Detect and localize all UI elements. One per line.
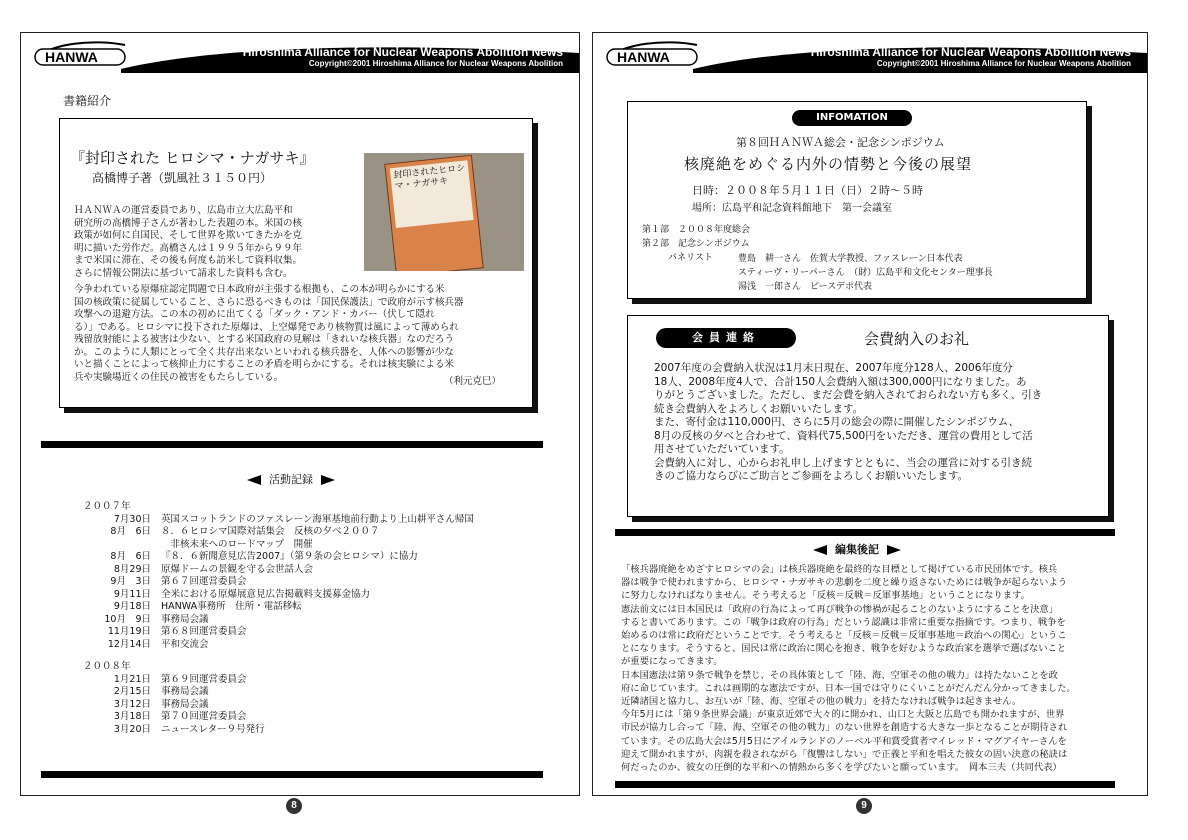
arrow-right-icon <box>321 475 335 485</box>
member-line: 8月の反核の夕べと合わせて、資料代75,500円をいただき、運営の費用として活 <box>654 429 1033 442</box>
info-badge: INFOMATION <box>792 110 912 126</box>
review-line: 攻撃への退避方法。この本の初めに出てくる「ダック・アンド・カバー（伏して隠れ <box>74 309 435 320</box>
editor-line: 今年5月には「第９条世界会議」が東京近郊で大々的に開かれ、山口と大阪と広島でも開かれますが、世界 <box>621 709 1065 721</box>
member-line: 18人、2008年度4人で、合計150人会費納入額は300,000円になりました。あ <box>654 375 1027 388</box>
divider-bar <box>41 441 543 448</box>
log-row <box>55 576 247 588</box>
panelist-name: 豊島 耕一さん 佐賀大学教授、ファスレーン日本代表 <box>738 254 963 264</box>
logo-text: HANWA <box>617 49 670 65</box>
section-label: 書籍紹介 <box>63 94 112 108</box>
editor-line: 「核兵器廃絶をめざすヒロシマの会」は核兵器廃絶を最終的な目標として掲げている市民団体です。核兵 <box>621 564 1058 575</box>
member-title: 会費納入のお礼 <box>864 330 970 348</box>
program-part2: 第２部 記念シンポジウム <box>642 239 750 249</box>
review-line: ＨＡＮＷＡの運営委員であり、広島市立大広島平和 <box>74 205 293 216</box>
editor-line: とになります。そうすると、国民は常に政治に関心を抱き、戦争を好むような政治家を選挙で選ばないこと <box>621 643 1067 655</box>
review-line: 兵や実験場近くの住民の被害をもたらしている。 <box>74 371 284 383</box>
editor-line: 市民が協力し合って「陸、海、空軍その他の戦力」のない世界を創造する大きな一歩となることが期待され <box>621 722 1068 734</box>
log-event: 事務局会議 <box>161 698 209 710</box>
log-event: 第６８回運営委員会 <box>161 626 247 637</box>
log-date: 1月21日 <box>113 673 151 685</box>
arrow-left-icon <box>813 545 827 555</box>
log-date: 3月18日 <box>113 711 151 722</box>
editor-line: 日本国憲法は第９条で戦争を禁じ、その具体策として「陸、海、空軍その他の戦力」は持たないことを政 <box>621 669 1058 681</box>
newsletter-title: Hiroshima Alliance for Nuclear Weapons Abolition News <box>810 45 1131 59</box>
editor-line: 始めるのは常に政府だということです。そう考えると「反核＝反戦＝反軍事基地＝政治への関心」というこ <box>621 630 1067 641</box>
log-row <box>55 626 247 638</box>
review-line: 明に描いた労作だ。高橋さんは１９９５年から９９年 <box>74 242 303 254</box>
log-date: 8月 6日 <box>110 526 151 537</box>
member-badge: 会員連絡 <box>656 328 796 348</box>
arrow-right-icon <box>887 545 901 555</box>
divider-bar <box>615 529 1115 536</box>
editor-line: 近隣諸国と協力し、お互いが「陸、海、空軍その他の戦力」を持たなければ戦争は起きません。 <box>621 696 1022 707</box>
log-row <box>55 674 247 686</box>
log-event: 平和交流会 <box>161 638 209 650</box>
log-date: 11月19日 <box>107 626 151 637</box>
review-line: いと描くことによって核抑止力にすることの矛盾を明らかにする。それは核実験による米 <box>74 359 455 370</box>
review-line: る）」である。ヒロシマに投下された原爆は、上空爆発であり核物質は風によって薄められ <box>74 321 459 333</box>
activity-heading <box>247 473 335 486</box>
member-line: 会費納入に対し、心からお礼申し上げますとともに、当会の運営に対する引き続 <box>654 456 1032 469</box>
review-line: 残留放射能による被害は少ない、とする米国政府の見解は「きれいな核兵器」なのだろう <box>74 334 455 345</box>
log-date: 3月20日 <box>113 723 151 735</box>
log-row <box>55 724 265 736</box>
panelist-name: スティーヴ・リーパーさん （財）広島平和文化センター理事長 <box>738 268 993 278</box>
log-year: ２００７年 <box>83 501 131 512</box>
logo-text: HANWA <box>45 49 98 65</box>
log-event: 第６９回運営委員会 <box>161 673 247 685</box>
editor-heading-text: 編集後記 <box>835 543 879 556</box>
log-row <box>55 711 247 723</box>
log-event: 全米における原爆展意見広告掲載料支援募金協力 <box>161 588 371 600</box>
log-row <box>55 514 474 526</box>
event-place: 場所：広島平和記念資料館地下 第一会議室 <box>692 203 892 214</box>
divider-bar-bottom <box>41 771 543 778</box>
editor-line: に努力しなければなりません。そう考えると「反核＝反戦＝反軍事基地」ということになります。 <box>621 590 1030 602</box>
log-row <box>55 539 313 551</box>
event-datetime: 日時：２００８年５月１１日（日）２時～５時 <box>692 184 923 197</box>
book-title: 『封印された ヒロシマ・ナガサキ』 <box>70 149 315 167</box>
arrow-left-icon <box>247 475 261 485</box>
newsletter-header <box>21 33 579 75</box>
info-box <box>627 101 1087 299</box>
review-line: 研究所の高橋博子さんが著わした表題の本。米国の核 <box>74 217 303 229</box>
review-line: か。このように人類にとって全く共存出来ないといわれる核兵器を、人体への影響が少な <box>74 346 454 358</box>
log-date: 7月30日 <box>113 513 151 525</box>
log-event: 事務局会議 <box>161 613 209 625</box>
page-8 <box>20 32 580 796</box>
member-line: りがとうございました。ただし、まだ会費を納入されておられない方も多く、引き <box>654 389 1043 401</box>
review-line: まで米国に滞在、その後も何度も訪米して資料収集。 <box>74 255 303 266</box>
editor-line: 何だったのか、彼女の圧倒的な平和への情熱から多くを学びたいと願っています。 岡本三夫（共同代表） <box>621 762 1062 773</box>
log-row <box>55 639 209 651</box>
log-row <box>55 551 418 563</box>
log-row <box>55 589 370 601</box>
event-title: 核廃絶をめぐる内外の情勢と今後の展望 <box>684 155 973 173</box>
member-line: 用させていただいています。 <box>654 443 790 455</box>
log-row <box>55 686 209 698</box>
editor-line: 府に命じています。これは画期的な憲法ですが、日本一国では守りにくいことがだんだん分かってきました。 <box>621 682 1076 694</box>
log-row <box>55 699 209 711</box>
panelist-name: 湯浅 一郎さん ピースデポ代表 <box>738 282 873 292</box>
log-event: 英国スコットランドのファスレーン海軍基地前行動より上山耕平さん帰国 <box>161 513 474 525</box>
member-line: 続き会費納入をよろしくお願いいたします。 <box>654 402 864 415</box>
member-notice-box <box>627 315 1109 517</box>
page-number-left: 8 <box>286 798 302 814</box>
page-9 <box>592 32 1148 796</box>
copyright-line: Copyright©2001 Hiroshima Alliance for Nuclear Weapons Abolition <box>308 59 563 68</box>
book-review-box <box>59 118 533 408</box>
panelist-label: パネリスト <box>668 253 713 263</box>
cover-text: 封印されたヒロシマ・ナガサキ <box>390 160 474 228</box>
review-line: 今争われている原爆症認定問題で日本政府が主張する根拠も、この本が明らかにする米 <box>74 284 445 295</box>
review-signature: （利元克巳） <box>444 376 502 387</box>
editor-line: 器は戦争で使われますから、ヒロシマ・ナガサキの悲劇を二度と繰り返さないためには戦争が起らないよう <box>621 577 1068 589</box>
log-row <box>55 526 380 538</box>
log-date: 9月11日 <box>113 588 151 600</box>
activity-heading-text: 活動記録 <box>269 473 313 486</box>
log-date: 9月18日 <box>113 601 151 612</box>
log-year: ２００８年 <box>83 661 131 672</box>
newsletter-title: Hiroshima Alliance for Nuclear Weapons Abolition News <box>242 45 563 59</box>
log-event: 原爆ドームの景観を守る会世話人会 <box>161 563 314 575</box>
log-event: 第６７回運営委員会 <box>161 576 247 587</box>
newsletter-header <box>593 33 1147 75</box>
log-event: 第７０回運営委員会 <box>161 711 247 722</box>
log-date: 12月14日 <box>107 638 151 650</box>
member-line: 2007年度の会費納入状況は1月末日現在、2007年度分128人、2006年度分 <box>654 362 1013 374</box>
divider-bar-bottom <box>615 781 1115 788</box>
log-event: 『８．６新聞意見広告2007』（第９条の会ヒロシマ）に協力 <box>161 551 418 562</box>
log-date: 8月 6日 <box>110 551 151 562</box>
member-line: また、寄付金は110,000円、さらに5月の総会の際に開催したシンポジウム、 <box>654 416 1020 428</box>
book-cover <box>384 155 483 271</box>
page-number-right: 9 <box>856 798 872 814</box>
log-row <box>55 614 209 626</box>
log-date: 8月29日 <box>113 563 151 575</box>
log-event: ニュースレター９号発行 <box>161 723 265 735</box>
program-part1: 第１部 ２００８年度総会 <box>642 225 751 235</box>
book-cover-photo <box>364 153 524 271</box>
log-row <box>55 601 302 613</box>
event-subtitle: 第８回ＨＡＮＷＡ総会・記念シンポジウム <box>736 136 945 149</box>
log-date: 9月 3日 <box>110 576 151 587</box>
editor-line: 迎えて開かれますが、肉親を殺されながら「復讐はしない」で正義と平和を唱えた彼女の固い決意の秘訣は <box>621 748 1068 760</box>
member-line: きのご協力ならびにご助言とご参画をよろしくお願いいたします。 <box>654 470 969 482</box>
hanwa-logo <box>33 39 129 69</box>
editor-heading <box>813 543 901 556</box>
log-event: ８．６ヒロシマ国際対話集会 反核の夕べ２００７ <box>161 526 380 537</box>
copyright-line: Copyright©2001 Hiroshima Alliance for Nuclear Weapons Abolition <box>876 59 1131 68</box>
review-line: 政策が如何に自国民、そして世界を欺いてきたかを克 <box>74 230 303 241</box>
log-date: 3月12日 <box>113 698 151 710</box>
log-event: HANWA事務所 住所・電話移転 <box>161 601 302 612</box>
log-event: 非核未来へのロードマップ 開催 <box>161 538 313 550</box>
log-event: 事務局会議 <box>161 686 209 697</box>
editor-line: が重要になってきます。 <box>621 656 723 668</box>
log-date: 2月15日 <box>113 686 151 697</box>
book-author: 高橋博子著（凱風社３１５０円） <box>92 171 273 185</box>
log-date: 10月 9日 <box>104 613 151 625</box>
editor-line: 憲法前文には日本国民は「政府の行為によって再び戦争の惨禍が起ることのないようにすることを決意」 <box>621 603 1058 615</box>
log-row <box>55 564 313 576</box>
review-line: 国の核政策に従属していること、さらに恐るべきものは「国民保護法」で政府が示す核兵器 <box>74 296 464 308</box>
editor-line: ています。その広島大会は5月5日にアイルランドのノーベル平和賞受賞者マイレッド・マグアイヤーさんを <box>621 735 1067 747</box>
editor-line: すると書いてあります。この「戦争は政府の行為」だという認識は非常に重要な指摘です。つまり、戦争を <box>621 616 1066 628</box>
hanwa-logo <box>605 39 701 69</box>
review-line: さらに情報公開法に基づいて請求した資料も含む。 <box>74 267 293 279</box>
